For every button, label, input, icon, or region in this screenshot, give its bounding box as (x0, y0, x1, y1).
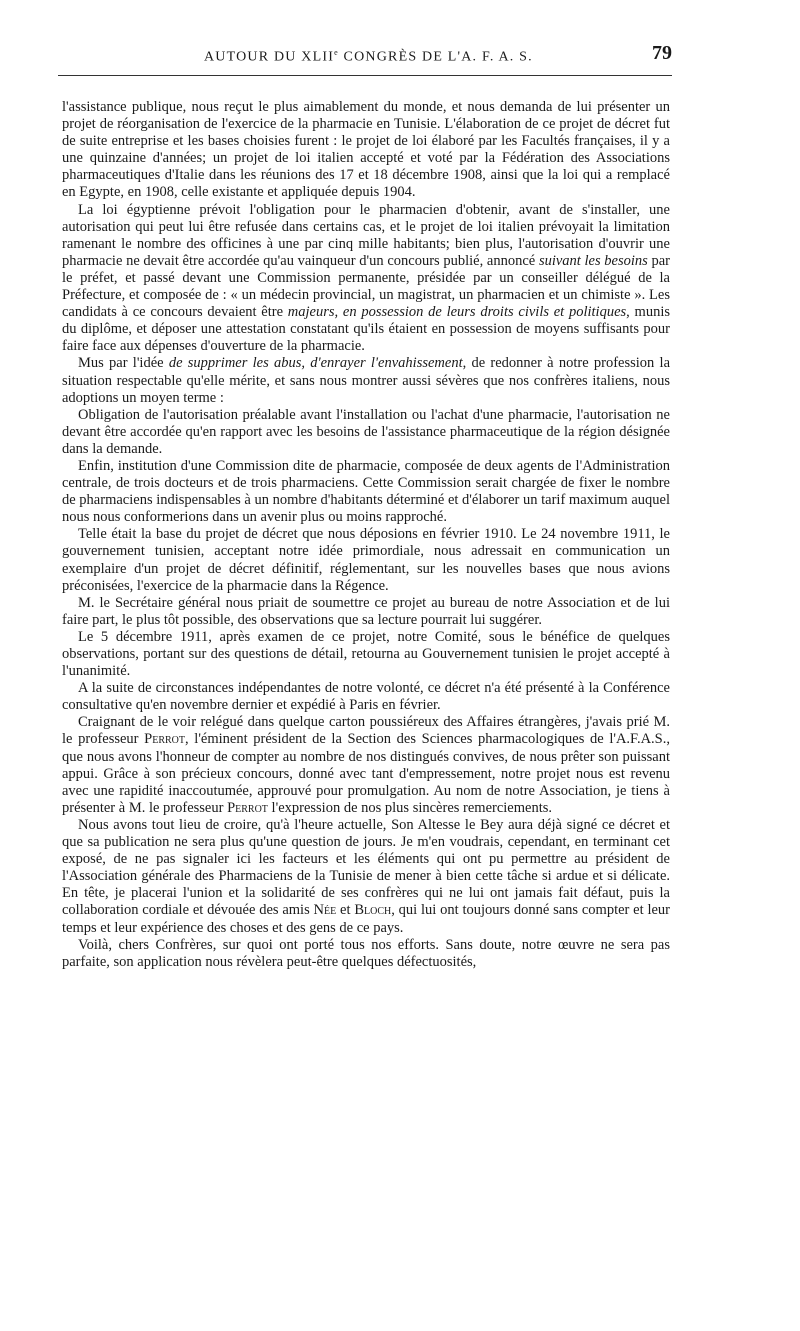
paragraph (62, 99, 670, 202)
small-caps-name: Bloch (354, 902, 392, 919)
paragraph-text: , qui lui ont toujours donné sans compter et leur temps et leur expérience des choses et des gens de ce pays. (62, 902, 670, 936)
italic-text: suivant les besoins (538, 252, 648, 269)
paragraph-text: Mus par l'idée (78, 355, 169, 372)
paragraph (62, 817, 670, 937)
page-header (58, 40, 672, 76)
paragraph-text: Craignant de le voir relégué dans quelque carton poussiéreux des Affaires étrangères, j'avais prié M. le professeur (62, 714, 670, 748)
paragraph-text: Telle était la base du projet de décret que nous déposions en février 1910. Le 24 novembre 1911, le gouvernement tunisien, acceptant notre idée primordiale, nous adressait en communication un exemplaire d'un projet de décret définitif, réglementant, sur les nouvelles bases que nous avions préconisées, l'exercice de la pharmacie dans la Régence. (62, 526, 670, 594)
paragraph (62, 714, 670, 817)
paragraph (62, 595, 670, 629)
paragraph (62, 629, 670, 680)
paragraph (62, 458, 670, 526)
italic-text: majeurs, en possession de leurs droits civils et politiques (287, 304, 627, 321)
header-rule (58, 75, 672, 76)
small-caps-name: Perrot (227, 799, 268, 816)
paragraph (62, 202, 670, 356)
paragraph-text: , l'éminent président de la Section des Sciences pharmacologiques de l'A.F.A.S., que nous avons l'honneur de compter au nombre de nos distingués convives, de nous prêter son puissant appui. Grâce à son précieux concours, donné avec tant d'empressement, notre projet nous est revenu avec une rapidité inaccoutumée, approuvé pour promulgation. Au nom de notre Association, je tiens à présenter à M. le professeur (62, 731, 670, 816)
paragraph-text: par le préfet, et passé devant une Commission permanente, présidée par un conseiller délégué de la Préfecture, et composée de : « un médecin provincial, un magistrat, un pharmacien et un chimiste ». Les candidats à ce concours devaient être (62, 252, 671, 321)
paragraph (62, 937, 670, 971)
paragraph-text: Enfin, institution d'une Commission dite de pharmacie, composée de deux agents de l'Administration centrale, de trois docteurs et de trois pharmaciens. Cette Commission serait chargée de fixer le nombre de pharmaciens indispensables à un nombre d'habitants déterminé et d'élaborer un tarif maximum auquel nous nous conformerions dans un avenir plus ou moins rapproché. (62, 457, 670, 526)
running-title-superscript: e (334, 48, 339, 57)
paragraph-text: , de redonner à notre profession la situation respectable qu'elle mérite, et sans nous montrer aussi sévères que nos confrères italiens, nous adoptions un moyen terme : (62, 355, 671, 406)
paragraph (62, 407, 670, 458)
paragraph-text: Obligation de l'autorisation préalable avant l'installation ou l'achat d'une pharmacie, l'autorisation ne devant être accordée qu'en rapport avec les besoins de l'assistance pharmaceutique de la région désignée dans la demande. (62, 406, 670, 457)
running-title-text-end: CONGRÈS DE L'A. F. A. S. (338, 49, 533, 65)
paragraph-text: Le 5 décembre 1911, après examen de ce projet, notre Comité, sous le bénéfice de quelques observations, portant sur des questions de détail, retourna au Gouvernement tunisien le projet accepté à l'unanimité. (62, 628, 670, 680)
paragraph-text: l'assistance publique, nous reçut le plus aimablement du monde, et nous demanda de lui présenter un projet de réorganisation de l'exercice de la pharmacie en Tunisie. L'élaboration de ce projet de décret fut de suite entreprise et les bases choisies furent : le projet de loi élaboré par les Facultés françaises, il y a une quinzaine d'années; un projet de loi italien accepté et voté par la Fédération des Associations pharmaceutiques d'Italie dans les réunions des 17 et 18 décembre 1908, ainsi que la loi qui a remplacé en Egypte, en 1908, celle existante et appliquée depuis 1904. (62, 99, 670, 201)
article-body (62, 99, 670, 971)
paragraph-text: et (336, 902, 355, 919)
small-caps-name: Née (313, 902, 337, 919)
paragraph-text: , munis du diplôme, et déposer une attestation constatant qu'ils étaient en possession de moyens suffisants pour faire face aux dépenses d'ouverture de la pharmacie. (62, 304, 670, 355)
paragraph-text: A la suite de circonstances indépendantes de notre volonté, ce décret n'a été présenté à la Conférence consultative qu'en novembre dernier et expédié à Paris en février. (62, 680, 670, 714)
paragraph-text: Voilà, chers Confrères, sur quoi ont porté tous nos efforts. Sans doute, notre œuvre ne sera pas parfaite, son application nous révèlera peut-être quelques défectuosités, (62, 936, 670, 970)
page-number: 79 (652, 42, 672, 64)
running-title-text: AUTOUR DU XLII (204, 49, 335, 65)
paragraph (62, 355, 670, 406)
paragraph-text: La loi égyptienne prévoit l'obligation pour le pharmacien d'obtenir, avant de s'installer, une autorisation qui peut lui être refusée dans certains cas, et le projet de loi italien prévoyait la limitation ramenant le nombre des officines à une par cinq mille habitants; bien plus, l'autorisation d'ouvrir une pharmacie ne devait être accordée qu'au vainqueur d'un concours publié, annoncé (62, 201, 670, 269)
paragraph (62, 680, 670, 714)
small-caps-name: Perrot (144, 731, 186, 748)
italic-text: de supprimer les abus, d'enrayer l'envahissement (168, 355, 463, 372)
running-title (204, 48, 533, 66)
paragraph-text: Nous avons tout lieu de croire, qu'à l'heure actuelle, Son Altesse le Bey aura déjà signé ce décret et que sa publication ne sera plus qu'une question de jours. Je m'en voudrais, cependant, en terminant cet exposé, de ne pas signaler ici les facteurs et les éléments qui ont pu permettre au président de l'Association générale des Pharmaciens de la Tunisie de mener à bien cette tâche si ardue et si délicate. En tête, je placerai l'union et la solidarité de ses confrères qui ne lui ont jamais fait défaut, puis la collaboration cordiale et dévouée des amis (62, 816, 670, 919)
paragraph-text: l'expression de nos plus sincères remerciements. (267, 799, 552, 816)
paragraph-text: M. le Secrétaire général nous priait de soumettre ce projet au bureau de notre Association et de lui faire part, le plus tôt possible, des observations que sa lecture pourrait lui suggérer. (62, 594, 670, 628)
paragraph (62, 526, 670, 594)
